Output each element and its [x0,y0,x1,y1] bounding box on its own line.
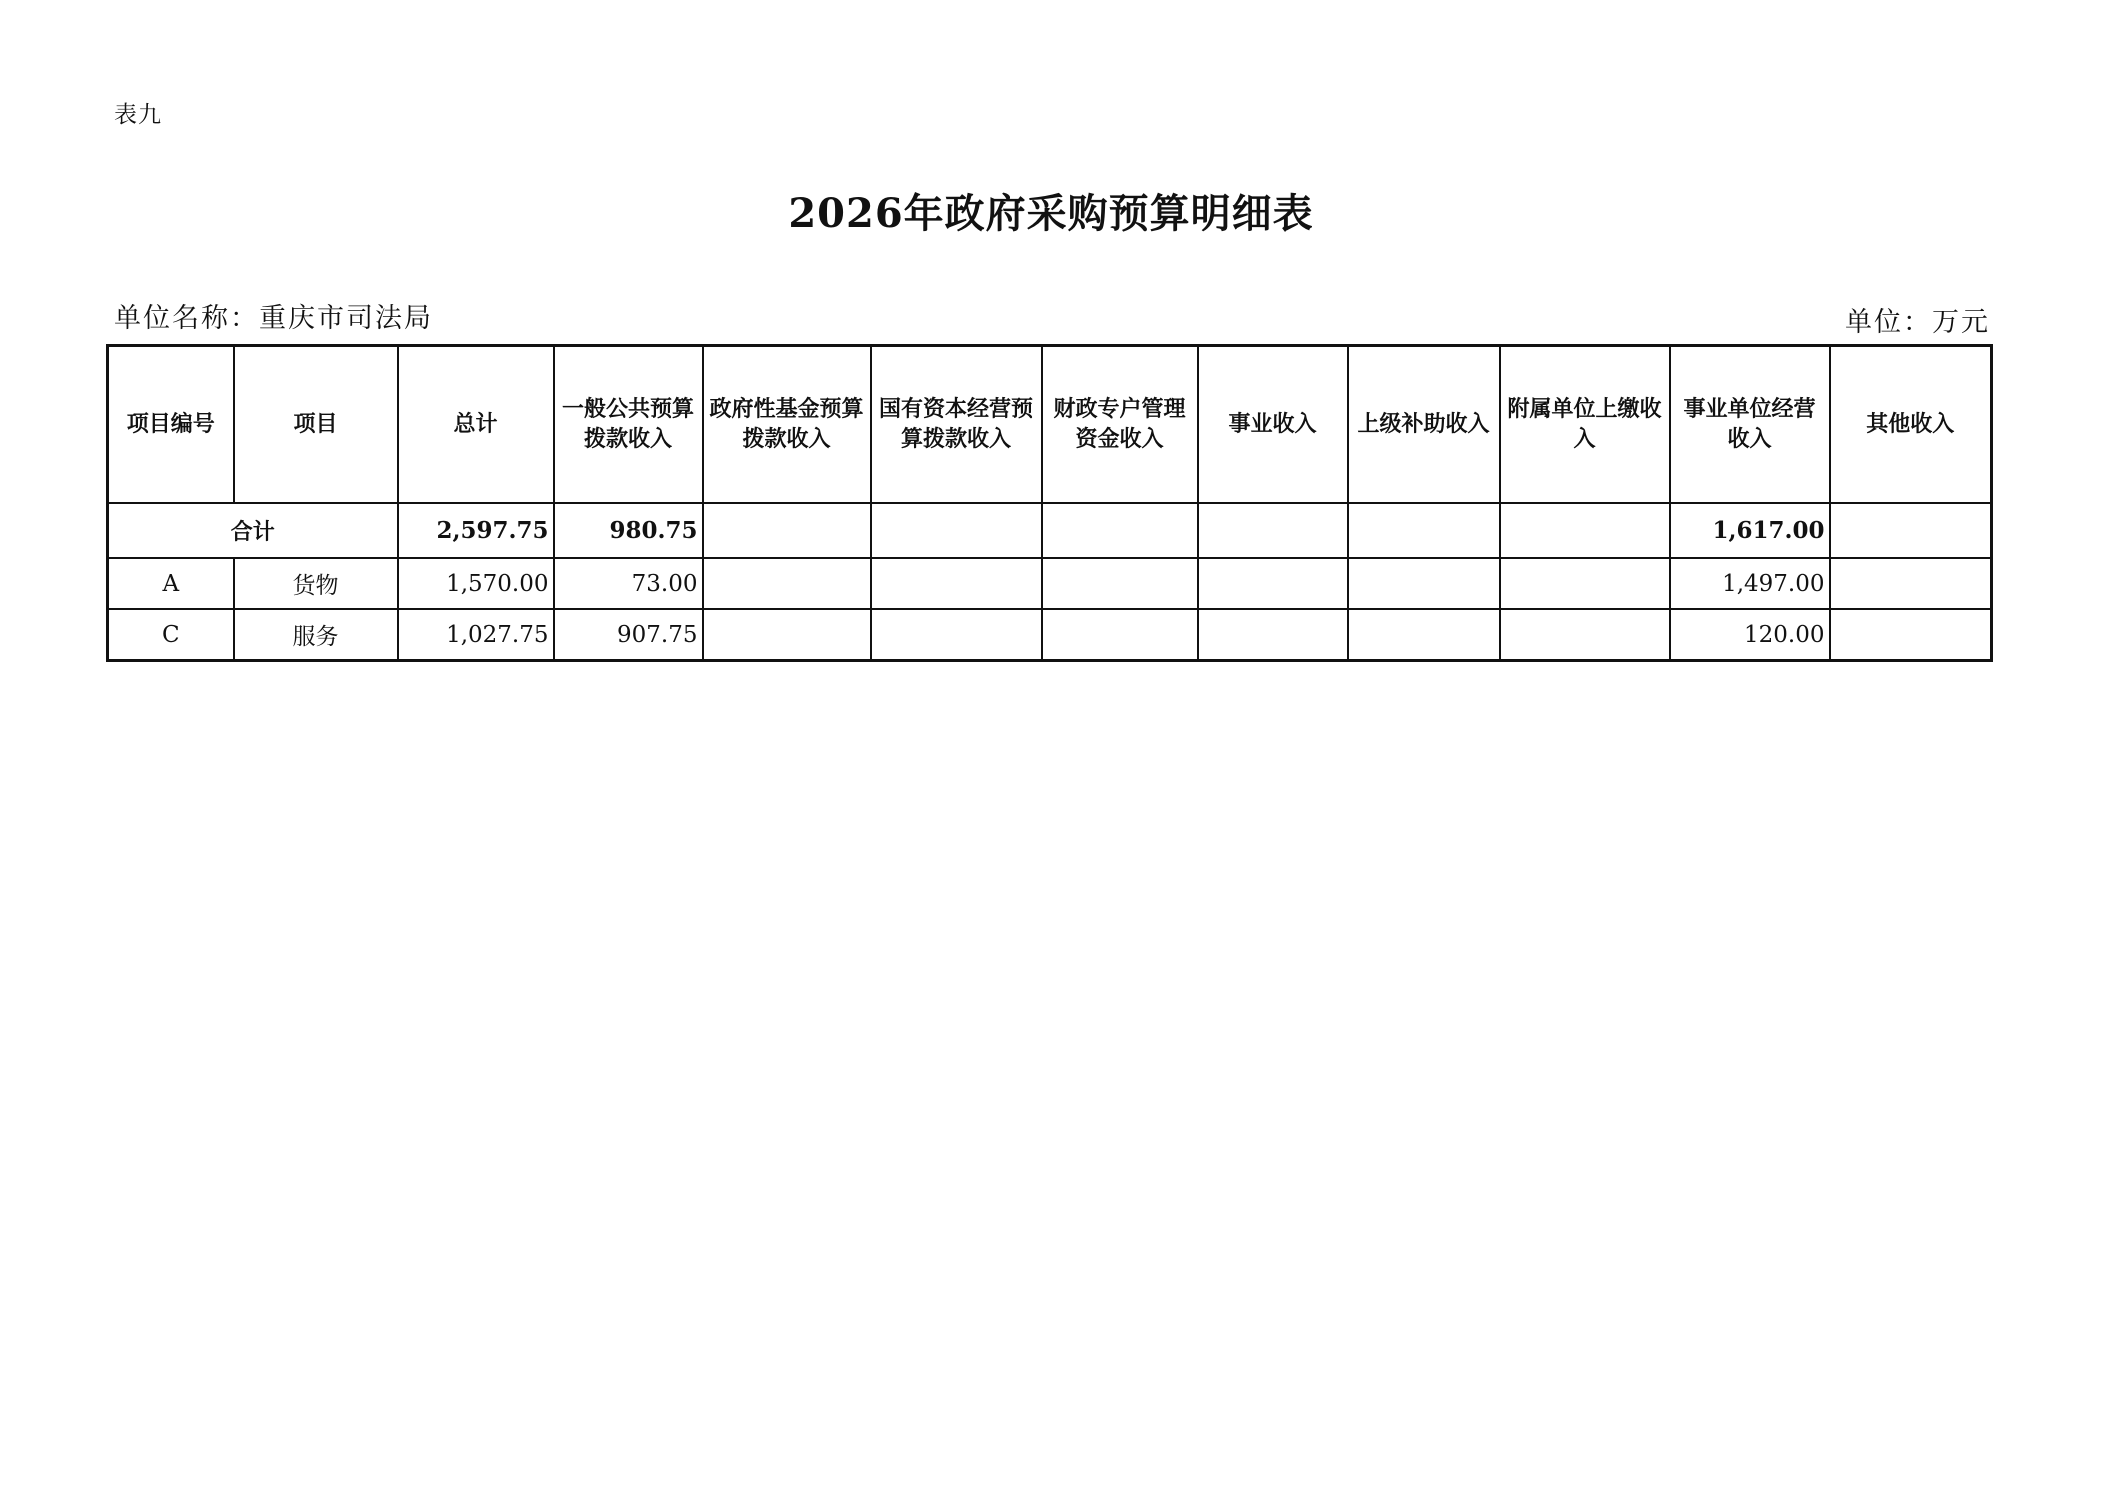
header-affiliated-payment: 附属单位上缴收入 [1500,346,1670,504]
header-total: 总计 [398,346,554,504]
header-operating-income: 事业单位经营收入 [1670,346,1830,504]
row-code: C [108,609,234,661]
header-state-capital: 国有资本经营预算拨款收入 [871,346,1042,504]
table-cell [703,558,871,609]
table-cell [1348,609,1500,661]
total-cell [703,503,871,558]
total-cell [871,503,1042,558]
table-cell [1198,609,1348,661]
table-cell [1348,558,1500,609]
header-fiscal-special: 财政专户管理资金收入 [1042,346,1198,504]
table-cell: 1,027.75 [398,609,554,661]
sheet-label: 表九 [114,102,162,128]
total-label: 合计 [108,503,398,558]
table-cell: 120.00 [1670,609,1830,661]
table-header-row [108,346,1992,504]
header-other-income: 其他收入 [1830,346,1992,504]
table-cell [1198,558,1348,609]
total-cell: 1,617.00 [1670,503,1830,558]
table-cell [703,609,871,661]
page-title: 2026年政府采购预算明细表 [788,190,1314,237]
total-row [108,503,1992,558]
total-cell [1042,503,1198,558]
table-row [108,558,1992,609]
header-item: 项目 [234,346,398,504]
table-cell [1500,609,1670,661]
table-cell [1042,609,1198,661]
total-cell [1198,503,1348,558]
header-business-income: 事业收入 [1198,346,1348,504]
row-item: 服务 [234,609,398,661]
table-cell [1500,558,1670,609]
total-cell: 980.75 [554,503,703,558]
total-cell: 2,597.75 [398,503,554,558]
currency-unit: 单位：万元 [1845,307,1990,338]
unit-name: 单位名称：重庆市司法局 [114,303,433,334]
header-gov-fund: 政府性基金预算拨款收入 [703,346,871,504]
header-general-public: 一般公共预算拨款收入 [554,346,703,504]
table-cell [871,609,1042,661]
total-cell [1830,503,1992,558]
table-cell: 73.00 [554,558,703,609]
table-cell [1830,558,1992,609]
table-cell: 907.75 [554,609,703,661]
table-cell: 1,497.00 [1670,558,1830,609]
total-cell [1348,503,1500,558]
procurement-budget-table [106,344,1993,662]
row-item: 货物 [234,558,398,609]
table-cell [1042,558,1198,609]
table-cell: 1,570.00 [398,558,554,609]
table-cell [1830,609,1992,661]
row-code: A [108,558,234,609]
table-cell [871,558,1042,609]
table-row [108,609,1992,661]
header-superior-subsidy: 上级补助收入 [1348,346,1500,504]
header-code: 项目编号 [108,346,234,504]
total-cell [1500,503,1670,558]
